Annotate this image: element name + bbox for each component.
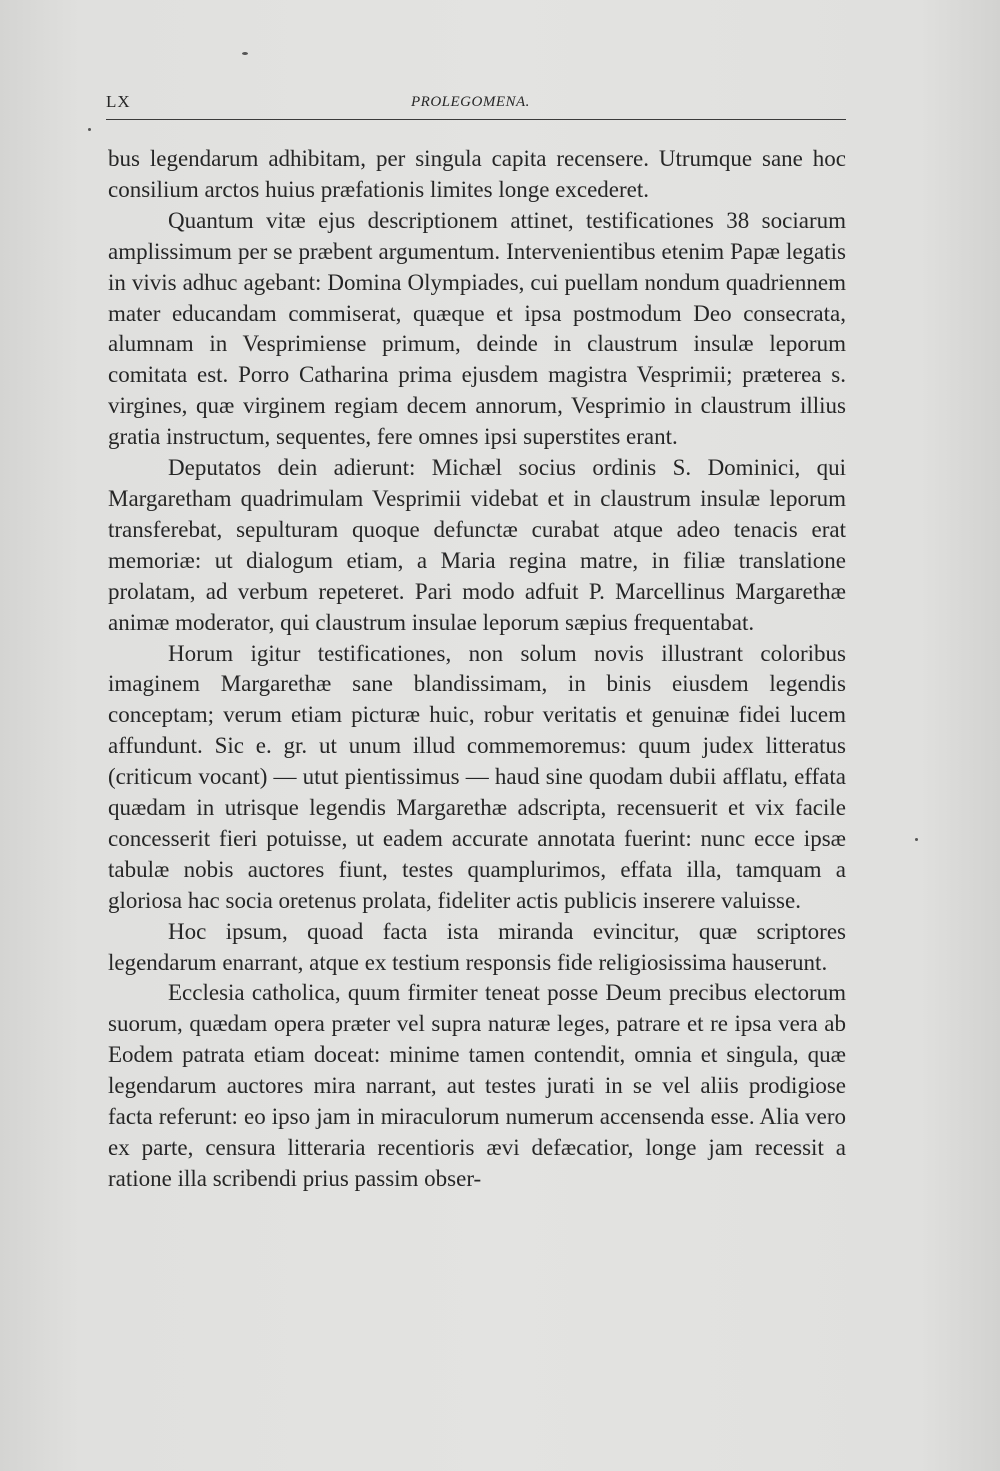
header-rule	[106, 119, 846, 120]
paragraph: Deputatos dein adierunt: Michæl socius ordinis S. Dominici, qui Margaretham quadrimulam Vesprimii videbat et in claustrum insulæ leporum transferebat, sepulturam quoque defunctæ curabat atque adeo tenacis erat memoriæ: ut dialogum etiam, a Maria regina matre, in filiæ translatione prolatam, ad verbum repeteret. Pari modo adfuit P. Marcellinus Margarethæ animæ moderator, qui claustrum insulae leporum sæpius frequentabat.	[108, 455, 846, 635]
body-text	[108, 144, 846, 1195]
paragraph: Quantum vitæ ejus descriptionem attinet, testificationes 38 sociarum amplissimum per se præbent argumentum. Intervenientibus etenim Papæ legatis in vivis adhuc agebant: Domina Olympiades, cui puellam nondum quadriennem mater educandam commiserat, quæque et ipsa postmodum Deo consecrata, alumnam in Vesprimiense primum, deinde in claustrum insulæ leporum comitata est. Porro Catharina prima ejusdem magistra Vesprimii; præterea s. virgines, quæ virginem regiam decem annorum, Vesprimio in claustrum illius gratia instructum, sequentes, fere omnes ipsi superstites erant.	[108, 207, 846, 450]
page-header	[106, 92, 846, 114]
paragraph: Hoc ipsum, quoad facta ista miranda evincitur, quæ scriptores legendarum enarrant, atque ex testium responsis fide religiosissima hauserunt.	[108, 918, 846, 975]
ink-speck	[88, 128, 91, 131]
paragraph: Horum igitur testificationes, non solum novis illustrant coloribus imaginem Margarethæ sane blandissimam, in binis eiusdem legendis conceptam; verum etiam picturæ huic, robur veritatis et genuinæ fidei lucem affundunt. Sic e. gr. ut unum illud commemoremus: quum judex litteratus (criticum vocant) — utut pientissimus — haud sine quodam dubii afflatu, effata quædam in utrisque legendis Margarethæ adscripta, recensuerit et vix facile concesserit fieri potuisse, ut eadem accurate annotata fuerint: nunc ecce ipsæ tabulæ nobis auctores fiunt, testes quamplurimos, effata illa, tamquam a gloriosa hac socia oretenus prolata, fideliter actis publicis inserere valuisse.	[108, 640, 846, 913]
ink-speck	[915, 838, 918, 841]
paragraph: Ecclesia catholica, quum firmiter teneat posse Deum precibus electorum suorum, quædam opera præter vel supra naturæ leges, patrare et re ipsa vera ab Eodem patrata etiam doceat: minime tamen contendit, omnia et singula, quæ legendarum auctores mira narrant, aut testes jurati in se vel aliis prodigiose facta referunt: eo ipso jam in miraculorum numerum accensenda esse. Alia vero ex parte, censura litteraria recentioris ævi defæcatior, longe jam recessit a ratione illa scribendi prius passim obser-	[108, 980, 846, 1191]
paragraph-continued: bus legendarum adhibitam, per singula capita recensere. Utrumque sane hoc consilium arctos huius præfationis limites longe excederet.	[108, 146, 846, 202]
folio-number: LX	[106, 92, 131, 111]
ink-speck	[242, 52, 248, 55]
running-title: PROLEGOMENA.	[411, 94, 530, 110]
